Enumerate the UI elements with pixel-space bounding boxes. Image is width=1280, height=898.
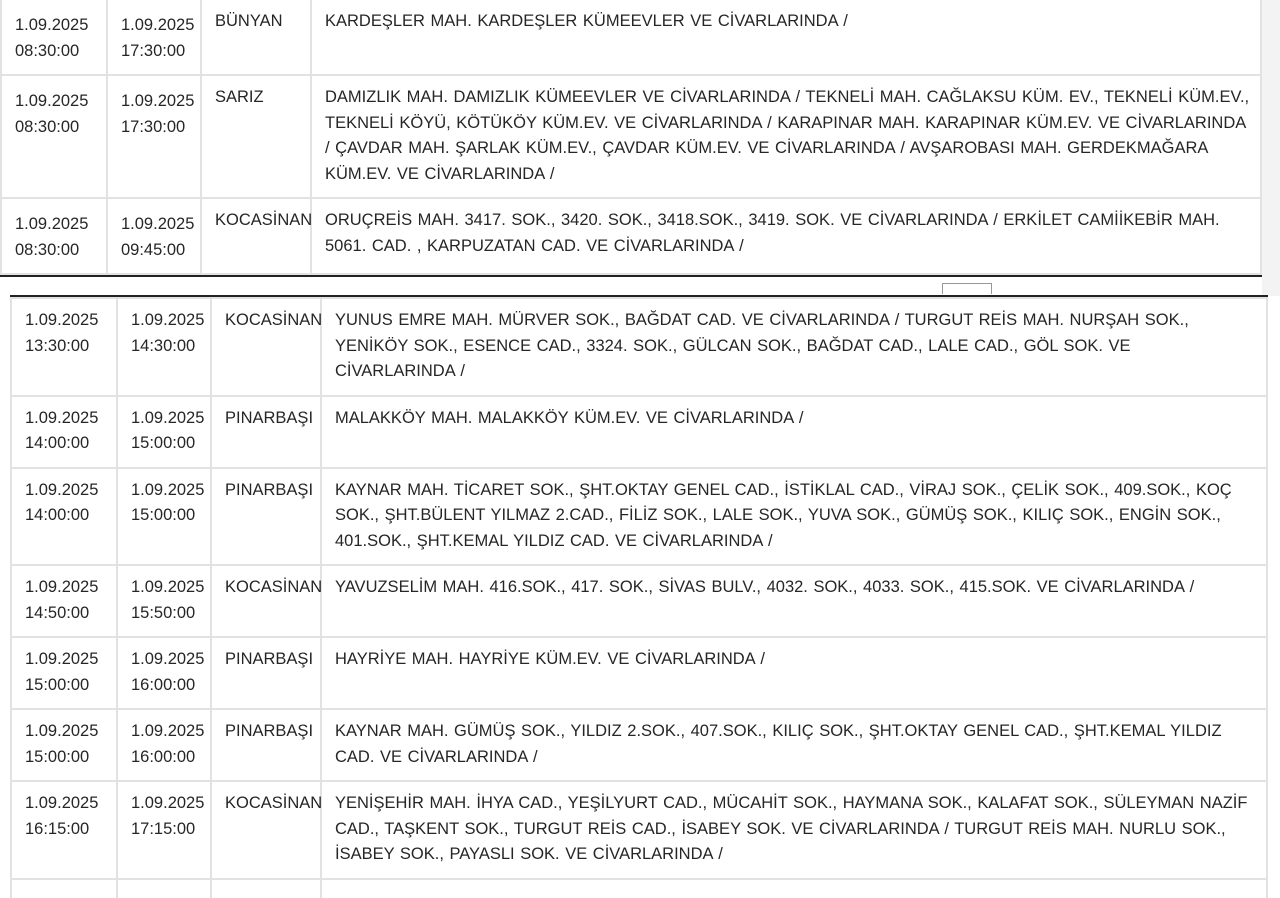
outage-table-bottom-section bbox=[10, 295, 1268, 898]
end-datetime-cell-date: 1.09.2025 bbox=[121, 89, 190, 115]
district-cell: KOCASİNAN bbox=[211, 298, 321, 396]
start-datetime-cell bbox=[11, 468, 117, 566]
end-datetime-cell bbox=[117, 781, 211, 879]
start-datetime-cell bbox=[11, 879, 117, 898]
table-row bbox=[11, 565, 1267, 637]
table-row bbox=[1, 198, 1261, 274]
table-body bbox=[1, 0, 1261, 274]
affected-area-cell: YUNUS EMRE MAH. MÜRVER SOK., BAĞDAT CAD. VE CİVARLARINDA / TURGUT REİS MAH. NURŞAH SOK., YENİKÖY SOK., ESENCE CAD., 3324. SOK., GÜLCAN SOK., BAĞDAT CAD., LALE CAD., GÖL SOK. VE CİVARLARINDA / bbox=[321, 298, 1267, 396]
start-datetime-cell-date: 1.09.2025 bbox=[25, 478, 106, 504]
start-datetime-cell bbox=[11, 565, 117, 637]
district-cell: PINARBAŞI bbox=[211, 468, 321, 566]
outage-table bbox=[10, 297, 1268, 898]
start-datetime-cell-time: 16:15:00 bbox=[25, 817, 106, 843]
start-datetime-cell-date: 1.09.2025 bbox=[15, 89, 96, 115]
end-datetime-cell-time: 16:00:00 bbox=[131, 745, 200, 771]
end-datetime-cell-time: 15:00:00 bbox=[131, 503, 200, 529]
end-datetime-cell-time: 16:00:00 bbox=[131, 673, 200, 699]
table-body bbox=[11, 298, 1267, 898]
end-datetime-cell bbox=[117, 565, 211, 637]
start-datetime-cell-date: 1.09.2025 bbox=[15, 212, 96, 238]
affected-area-cell: DAMIZLIK MAH. DAMIZLIK KÜMEEVLER VE CİVARLARINDA / TEKNELİ MAH. CAĞLAKSU KÜM. EV., TEKNELİ KÜM.EV., TEKNELİ KÖYÜ, KÖTÜKÖY KÜM.EV. VE CİVARLARINDA / KARAPINAR MAH. KARAPINAR KÜM.EV. VE CİVARLARINDA / ÇAVDAR MAH. ŞARLAK KÜM.EV., ÇAVDAR KÜM.EV. VE CİVARLARINDA / AVŞAROBASI MAH. GERDEKMAĞARA KÜM.EV. VE CİVARLARINDA / bbox=[311, 75, 1261, 198]
start-datetime-cell-time: 13:30:00 bbox=[25, 334, 106, 360]
start-datetime-cell-time: 14:00:00 bbox=[25, 503, 106, 529]
end-datetime-cell-time: 09:45:00 bbox=[121, 238, 190, 264]
affected-area-cell: KARDEŞLER MAH. KARDEŞLER KÜMEEVLER VE CİVARLARINDA / bbox=[311, 0, 1261, 75]
district-cell bbox=[211, 879, 321, 898]
district-cell: PINARBAŞI bbox=[211, 396, 321, 468]
start-datetime-cell-date: 1.09.2025 bbox=[25, 791, 106, 817]
start-datetime-cell bbox=[1, 0, 107, 75]
end-datetime-cell-time: 17:30:00 bbox=[121, 39, 190, 65]
end-datetime-cell-date: 1.09.2025 bbox=[121, 13, 190, 39]
end-datetime-cell bbox=[117, 637, 211, 709]
end-datetime-cell-date: 1.09.2025 bbox=[131, 791, 200, 817]
table-row bbox=[11, 879, 1267, 898]
end-datetime-cell-time: 14:30:00 bbox=[131, 334, 200, 360]
start-datetime-cell bbox=[11, 781, 117, 879]
start-datetime-cell-time: 08:30:00 bbox=[15, 238, 96, 264]
outage-table-top-section bbox=[0, 0, 1262, 277]
district-cell: PINARBAŞI bbox=[211, 637, 321, 709]
district-cell: SARIZ bbox=[201, 75, 311, 198]
affected-area-cell: YENİŞEHİR MAH. İHYA CAD., YEŞİLYURT CAD., MÜCAHİT SOK., HAYMANA SOK., KALAFAT SOK., SÜLEYMAN NAZİF CAD., TAŞKENT SOK., TURGUT REİS CAD., İSABEY SOK. VE CİVARLARINDA / TURGUT REİS MAH. NURLU SOK., İSABEY SOK., PAYASLI SOK. VE CİVARLARINDA / bbox=[321, 781, 1267, 879]
background-strip bbox=[1262, 0, 1280, 296]
outage-table bbox=[0, 0, 1262, 275]
table-row bbox=[1, 0, 1261, 75]
start-datetime-cell-time: 14:50:00 bbox=[25, 601, 106, 627]
start-datetime-cell bbox=[11, 709, 117, 781]
end-datetime-cell-date: 1.09.2025 bbox=[131, 406, 200, 432]
start-datetime-cell bbox=[11, 396, 117, 468]
end-datetime-cell-date: 1.09.2025 bbox=[131, 478, 200, 504]
end-datetime-cell bbox=[107, 75, 201, 198]
end-datetime-cell bbox=[117, 468, 211, 566]
table-row bbox=[11, 468, 1267, 566]
affected-area-cell: MALAKKÖY MAH. MALAKKÖY KÜM.EV. VE CİVARLARINDA / bbox=[321, 396, 1267, 468]
end-datetime-cell-date: 1.09.2025 bbox=[131, 308, 200, 334]
end-datetime-cell-time: 15:50:00 bbox=[131, 601, 200, 627]
district-cell: KOCASİNAN bbox=[211, 565, 321, 637]
affected-area-cell: YAVUZSELİM MAH. 416.SOK., 417. SOK., SİVAS BULV., 4032. SOK., 4033. SOK., 415.SOK. VE CİVARLARINDA / bbox=[321, 565, 1267, 637]
district-cell: KOCASİNAN bbox=[201, 198, 311, 274]
end-datetime-cell-time: 17:15:00 bbox=[131, 817, 200, 843]
affected-area-cell: ORUÇREİS MAH. 3417. SOK., 3420. SOK., 3418.SOK., 3419. SOK. VE CİVARLARINDA / ERKİLET CAMİİKEBİR MAH. 5061. CAD. , KARPUZATAN CAD. VE CİVARLARINDA / bbox=[311, 198, 1261, 274]
end-datetime-cell bbox=[117, 396, 211, 468]
end-datetime-cell-time: 17:30:00 bbox=[121, 115, 190, 141]
district-cell: KOCASİNAN bbox=[211, 781, 321, 879]
start-datetime-cell-time: 08:30:00 bbox=[15, 39, 96, 65]
start-datetime-cell bbox=[1, 198, 107, 274]
end-datetime-cell-time: 15:00:00 bbox=[131, 431, 200, 457]
start-datetime-cell bbox=[11, 637, 117, 709]
end-datetime-cell-date: 1.09.2025 bbox=[121, 212, 190, 238]
table-row bbox=[11, 396, 1267, 468]
affected-area-cell: KAYNAR MAH. GÜMÜŞ SOK., YILDIZ 2.SOK., 407.SOK., KILIÇ SOK., ŞHT.OKTAY GENEL CAD., ŞHT.KEMAL YILDIZ CAD. VE CİVARLARINDA / bbox=[321, 709, 1267, 781]
district-cell: PINARBAŞI bbox=[211, 709, 321, 781]
start-datetime-cell-date: 1.09.2025 bbox=[25, 406, 106, 432]
table-row bbox=[1, 75, 1261, 198]
table-row bbox=[11, 637, 1267, 709]
start-datetime-cell-time: 15:00:00 bbox=[25, 673, 106, 699]
end-datetime-cell-date: 1.09.2025 bbox=[131, 575, 200, 601]
end-datetime-cell bbox=[107, 0, 201, 75]
end-datetime-cell bbox=[117, 298, 211, 396]
start-datetime-cell-date: 1.09.2025 bbox=[25, 575, 106, 601]
district-cell: BÜNYAN bbox=[201, 0, 311, 75]
start-datetime-cell-time: 08:30:00 bbox=[15, 115, 96, 141]
start-datetime-cell-date: 1.09.2025 bbox=[25, 308, 106, 334]
start-datetime-cell-time: 15:00:00 bbox=[25, 745, 106, 771]
table-row bbox=[11, 781, 1267, 879]
table-row bbox=[11, 709, 1267, 781]
start-datetime-cell-date: 1.09.2025 bbox=[25, 647, 106, 673]
end-datetime-cell bbox=[117, 879, 211, 898]
end-datetime-cell-date: 1.09.2025 bbox=[131, 647, 200, 673]
start-datetime-cell bbox=[1, 75, 107, 198]
start-datetime-cell-date: 1.09.2025 bbox=[15, 13, 96, 39]
table-row bbox=[11, 298, 1267, 396]
affected-area-cell: HAYRİYE MAH. HAYRİYE KÜM.EV. VE CİVARLARINDA / bbox=[321, 637, 1267, 709]
section-divider-mark bbox=[942, 283, 992, 294]
end-datetime-cell bbox=[107, 198, 201, 274]
affected-area-cell bbox=[321, 879, 1267, 898]
affected-area-cell: KAYNAR MAH. TİCARET SOK., ŞHT.OKTAY GENEL CAD., İSTİKLAL CAD., VİRAJ SOK., ÇELİK SOK., 409.SOK., KOÇ SOK., ŞHT.BÜLENT YILMAZ 2.CAD., FİLİZ SOK., LALE SOK., YUVA SOK., GÜMÜŞ SOK., KILIÇ SOK., ENGİN SOK., 401.SOK., ŞHT.KEMAL YILDIZ CAD. VE CİVARLARINDA / bbox=[321, 468, 1267, 566]
start-datetime-cell bbox=[11, 298, 117, 396]
start-datetime-cell-time: 14:00:00 bbox=[25, 431, 106, 457]
end-datetime-cell-date: 1.09.2025 bbox=[131, 719, 200, 745]
start-datetime-cell-date: 1.09.2025 bbox=[25, 719, 106, 745]
end-datetime-cell bbox=[117, 709, 211, 781]
